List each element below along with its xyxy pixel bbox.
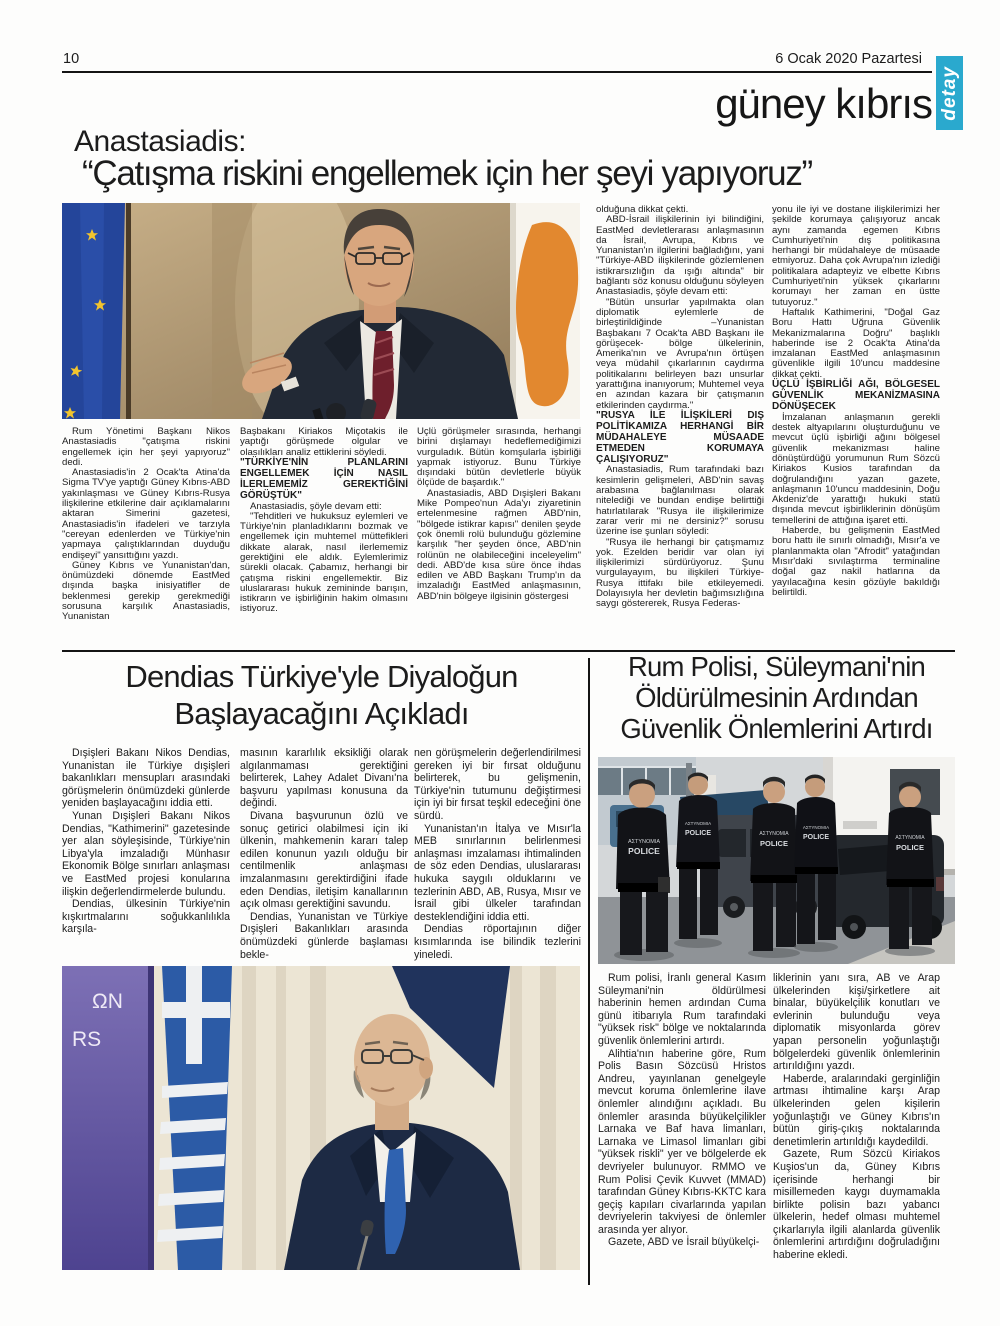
jacket-text: ΑΣΤΥΝΟΜΙΑ bbox=[802, 825, 830, 830]
jacket-text: POLICE bbox=[802, 834, 830, 841]
paragraph: İmzalanan anlaşmanın gerekli destek altyapılarını oluşturduğunu ve mevcut üçlü işbirliği ağını bölgesel güvenlik mekanizması haline dönüştürdüğü yorumunun Rum Sözcü Kiriakos Kusios tarafından da doğrulandığını yazan gazete, anlaşmanın 10'uncu maddesinin, Doğu Akdeniz'de yarattığı hukuki statü dışında mevcut işbirliklerinin dönüşüm temellerini de attığına işaret etti. bbox=[772, 411, 940, 526]
jacket-text: POLICE bbox=[684, 830, 712, 837]
detay-logo bbox=[936, 56, 963, 130]
paragraph: "TÜRKİYE'NİN PLANLARINI ENGELLEMEK İÇİN NASIL İLERLEMEMİZ GEREKTİĞİNİ GÖRÜŞTÜK" bbox=[240, 456, 408, 501]
paragraph: Divana başvurunun özlü ve sonuç getirici olabilmesi için iki ülkenin, mahkemenin kararı talep edilen konunun yazılı olduğu bir centilmenlik anlaşması imzalanmasını gerektirdiğini ifade eden Dendias, iletişim kanallarının açık olması gerektiğini savundu. bbox=[240, 809, 408, 911]
page-number: 10 bbox=[63, 51, 80, 67]
jacket-text: POLICE bbox=[896, 843, 924, 852]
section-title: güney kıbrıs bbox=[715, 80, 932, 127]
jacket-text: ΑΣΤΥΝΟΜΙΑ bbox=[759, 831, 789, 837]
paragraph: Haberde, aralarındaki gerginliğin artması ihtimaline karşı Arap ülkelerinden gelen kişilerin yoğunlaştığı ve Güney Kıbrıs'ın bütün giriş-çıkış noktalarında denetimlerin artırıldığı kaydedildi. bbox=[773, 1072, 940, 1148]
paragraph: Gazete, ABD ve İsrail büyükelçi- bbox=[608, 1236, 760, 1249]
story3-column-2 bbox=[773, 972, 940, 1284]
paragraph: Dendias, ülkesinin Türkiye'nin kışkırtmalarını soğukkanlılıkla karşıla- bbox=[62, 898, 230, 936]
paragraph: Haftalık Kathimerini, "Doğal Gaz Boru Hattı Uğruna Güvenlik Mekanizmalarına Doğru" başlıklı haberinde ise 2 Ocak'ta Atina'da imzalanan EastMed anlaşmasının güvenlikle ilgili 10'uncu maddesine dikkat çekti. bbox=[772, 306, 940, 380]
jacket-text: POLICE bbox=[760, 839, 788, 848]
jacket-text: POLICE bbox=[628, 846, 660, 856]
story3-headline-line3: Güvenlik Önlemlerini Artırdı bbox=[620, 713, 933, 744]
paragraph: nen görüşmelerin değerlendirilmesi gereken iyi bir fırsat olduğunu belirterek, bu gelişmenin, Türkiye'nin tutumunu değiştirmesi için iyi bir fırsat teşkil edeceğini öne sürdü. bbox=[414, 747, 581, 822]
date-line: 6 Ocak 2020 Pazartesi bbox=[775, 51, 922, 67]
story1-kicker: Anastasiadis: bbox=[74, 125, 246, 158]
cyprus-flag bbox=[510, 203, 580, 419]
story1-column-2 bbox=[240, 427, 408, 648]
paragraph: "RUSYA İLE İLİŞKİLERİ DIŞ POLİTİKAMIZA HERHANGİ BİR MÜDAHALEYE MÜSAADE ETMEDEN KORUMAYA ÇALIŞIYORUZ" bbox=[596, 409, 764, 465]
photo-dendias-illustration bbox=[62, 966, 580, 1270]
story2-headline-line1: Dendias Türkiye'yle Diyaloğun bbox=[125, 659, 518, 694]
story3-headline bbox=[598, 651, 955, 744]
story2-column-1 bbox=[62, 747, 230, 963]
paragraph: yonu ile iyi ve dostane ilişkilerimizi her şekilde korumaya çalışıyoruz ancak aynı zamanda egemen Kıbrıs Cumhuriyeti'nin dış politikasına herhangi bir müdahaleye de müsaade etmiyoruz. Daha çok Avrupa'nın izlediği politikalara adapteyiz ve elbette Kıbrıs Cumhuriyeti'nin yüksek çıkarlarını korumayı her zaman en üstte tutuyoruz." bbox=[772, 205, 940, 308]
story1-headline: “Çatışma riskini engellemek için her şeyi yapıyoruz” bbox=[82, 154, 812, 193]
story2-column-2 bbox=[240, 747, 408, 963]
story3-headline-line2: Öldürülmesinin Ardından bbox=[635, 682, 918, 713]
story3-column-1 bbox=[598, 972, 766, 1284]
photo-anastasiadis-illustration bbox=[62, 203, 580, 419]
detay-logo-text: detay bbox=[938, 65, 960, 121]
paragraph: ÜÇLÜ İŞBİRLİĞİ AĞI, BÖLGESEL GÜVENLİK MEKANİZMASINA DÖNÜŞECEK bbox=[772, 379, 940, 412]
story1-column-5 bbox=[772, 205, 940, 648]
purple-banner bbox=[62, 966, 154, 1270]
story1-column-3 bbox=[417, 427, 581, 648]
paragraph: Dendias röportajının diğer kısımlarında ise bilindik tezlerini yineledi. bbox=[414, 923, 581, 961]
paragraph: Anastasiadis'in 2 Ocak'ta Atina'da Sigma TV'ye yaptığı Güney Kıbrıs-ABD yakınlaşması ve Güney Kıbrıs-Rusya ilişkilerine etkilerine dair açıklamalarını aktaran Simerini gazetesi, Anastasiadis'in ifadeleri ve tarzıyla "cereyan edenlerden ve Türkiye'nin yapmaya çalıştıklarından duyduğu endişeyi" yansıttığını yazdı. bbox=[62, 467, 230, 561]
paragraph: liklerinin yanı sıra, AB ve Arap ülkelerinden kişi/şirketlere ait binalar, büyükelçilik konutları ve evlerinin bulunduğu veya diplomatik misyonlarda görev yapan personelin yoğunlaştığı bölgelerdeki güvenlik önlemlerinin artırıldığını yazdı. bbox=[773, 972, 940, 1073]
paragraph: masının kararlılık eksikliği olarak algılanmaması gerektiğini belirterek, Lahey Adalet Divanı'na başvuru yapılması konusuna da değindi. bbox=[240, 747, 408, 810]
paragraph: Üçlü görüşmeler sırasında, herhangi birini dışlamayı hedeflemediğimizi vurguladık. Bütün komşularla işbirliği yapmak istiyoruz. Bunu Türkiye dışındaki bütün devletlerle büyük ölçüde de başardık." bbox=[417, 427, 581, 489]
story2-headline-line2: Başlayacağını Açıkladı bbox=[174, 696, 469, 731]
story2-headline bbox=[62, 658, 581, 732]
paragraph: Güney Kıbrıs ve Yunanistan'dan, önümüzdeki dönemde EastMed dışında başka inisiyatifler de beklenmesi gerekip gerekmediği sorusuna karşılık Anastasiadis, Yunanistan bbox=[62, 559, 230, 623]
paragraph: Alihtia'nın haberine göre, Rum Polis Basın Sözcüsü Hristos Andreu, yayınlanan genelgeyle mevcut koruma önlemlerine ilave önlemler alındığını açıkladı. Bu önlemler arasında büyükelçilikler Larnaka ve Baf hava limanları, Larnaka ve Limasol limanları gibi "yüksek riskli" yer ve bölgelerde ek devriyeler bulunuyor. RMMO ve Rum Polisi Çevik Kuvvet (MMAD) tarafından Güney Kıbrıs-KKTC kara geçiş kapıları civarlarında yapılan devriyelerin takviyesi de önlemler arasında yer alıyor. bbox=[598, 1047, 766, 1236]
eu-flag bbox=[62, 203, 131, 419]
paragraph: "Tehditleri ve hukuksuz eylemleri ve Türkiye'nin planladıklarını bozmak ve engellemek için muhtemel müttefikleri dikkate alarak, nasıl ilerlememiz gerektiğini ele aldık. Eylemlerimiz sürekli olacak. Çabamız, herhangi bir çatışma riskini engellemektir. Biz uluslararası hukuk zemininde barışın, istikrarın ve işbirliğinin hakim olmasını istiyoruz. bbox=[240, 510, 408, 615]
paragraph: Dışişleri Bakanı Nikos Dendias, Yunanistan ile Türkiye dışişleri bakanlıkları mensupları arasındaki görüşmelerin önümüzdeki günlerde yeniden başlayacağını iddia etti. bbox=[62, 747, 230, 810]
photo-police-illustration bbox=[598, 757, 955, 964]
banner-text-bottom: RS bbox=[72, 1028, 102, 1051]
photo-dendias bbox=[62, 966, 580, 1270]
paragraph: Anastasiadis, Rum tarafındaki bazı kesimlerin gelişmeleri, ABD'nin savaş arabasına bağlanılması olarak nitelediği ve bundan endişe belirttiği hatırlatılarak "Rusya ile ilişkilerimize zarar verir mi ne dersiniz?" sorusu üzerine ise şunları söyledi: bbox=[596, 464, 764, 538]
paragraph: "Rusya ile herhangi bir çatışmamız yok. Ezelden beridir var olan iyi ilişkilerimizi sürdürüyoruz. Şunu vurgulayayım, bu ilişkileri Türkiye-Rusya ittifakı bile etkileyemedi. Dolayısıyla her devletin bağımsızlığına saygı göstererek, Rusya Federas- bbox=[596, 536, 764, 610]
paragraph: Rum Yönetimi Başkanı Nikos Anastasiadis "çatışma riskini engellemek için her şeyi yapıyoruz" dedi. bbox=[62, 427, 230, 468]
paragraph: Başbakanı Kiriakos Miçotakis ile yaptığı görüşmede olgular ve olasılıkları analiz ettiklerini söyledi. bbox=[240, 427, 408, 458]
photo-police-patrol bbox=[598, 757, 955, 964]
story-divider-rule bbox=[588, 658, 590, 1285]
header-rule bbox=[62, 71, 932, 73]
paragraph: Anastasiadis, ABD Dışişleri Bakanı Mike Pompeo'nun Ada'yı ziyaretinin ertelenmesine rağmen ABD'nin, "bölgede istikrar kapısı" denilen şeyde çok önemli rolü bulunduğu gözlemine karşılık "her şeyden önce, ABD'nin rolünün ne olabileceğini inceleyelim" dedi. ABD'de kısa süre önce ihdas edilen ve ABD Başkanı Trump'ın da imzaladığı EastMed anlaşmasının, ABD'nin bölgeye ilgisinin göstergesi bbox=[417, 487, 581, 602]
paragraph: Yunan Dışişleri Bakanı Nikos Dendias, "Kathimerini" gazetesinde yer alan söyleşisinde, Türkiye'nin Libya'yla imzaladığı Münhasır Ekonomik Bölge sınırları anlaşması ve EastMed projesi konularına ilişkin değerlendirmelerde bulundu. bbox=[62, 809, 230, 898]
paragraph: Dendias, Yunanistan ve Türkiye Dışişleri Bakanlıkları arasında önümüzdeki günlerde başlaması bekle- bbox=[240, 910, 408, 961]
story1-column-4 bbox=[596, 205, 764, 648]
paragraph: ABD-İsrail ilişkilerinin iyi bilindiğini, EastMed devletlerarası anlaşmasının da İsrail, Avrupa, Kıbrıs ve Yunanistan'ın ilgilerini bağladığını, yani "Türkiye-ABD ilişkilerinde gözlemlenen istikrarsızlığın da ışığı altında" bir bağlantı söz konusu olduğunu söyleyen Anastasiadis, şöyle devam etti: bbox=[596, 214, 764, 298]
paragraph: olduğuna dikkat çekti. bbox=[596, 205, 689, 215]
paragraph: Anastasiadis, şöyle devam etti: bbox=[250, 500, 382, 512]
jacket-text: ΑΣΤΥΝΟΜΙΑ bbox=[684, 821, 712, 826]
paragraph: Yunanistan'ın İtalya ve Mısır'la MEB sınırlarının belirlenmesi anlaşması imzalaması ihtimalinden de söz eden Dendias, uluslararası hukuka saygılı olduklarını ve tezlerinin ABD, AB, Rusya, Mısır ve İsrail gibi ülkeler tarafından desteklendiğini iddia etti. bbox=[414, 822, 581, 923]
story2-column-3 bbox=[414, 747, 581, 963]
paragraph: Haberde, bu gelişmenin EastMed boru hattı ile sınırlı olmadığı, Mısır'a ve planlanmakta olan "Afrodit" yatağından Mısır'daki sıvılaştırma terminaline doğal gaz nakil hatlarına da yayılacağına kesin gözüyle bakıldığı belirtildi. bbox=[772, 525, 940, 598]
jacket-text: ΑΣΤΥΝΟΜΙΑ bbox=[627, 839, 661, 845]
paragraph: "Bütün unsurlar yapılmakta olan diplomatik eylemlerle de birleştirildiğinde –Yunanistan Başbakanı 7 Ocak'ta ABD Başkanı ile görüşecek- bölge ülkelerinin, Amerika'nın ve Avrupa'nın örtüşen veya müdahil çıkarlarının caydırma politikalarını belirleyen bazı unsurlar yarattığına inanıyorum; Muhtemel veya en azından kazara bir çatışmanın etkilerinden caydırma." bbox=[596, 296, 764, 411]
photo-anastasiadis bbox=[62, 203, 580, 419]
banner-text-top: ΩΝ bbox=[92, 990, 123, 1013]
paragraph: Rum polisi, İranlı general Kasım Süleymani'nin öldürülmesi haberinin hemen ardından Cuma günü itibarıyla Rum tarafındaki "yüksek risk" bölge ve noktalarında güvenlik önlemlerini artırdı. bbox=[598, 972, 766, 1047]
jacket-text: ΑΣΤΥΝΟΜΙΑ bbox=[895, 835, 925, 841]
story3-headline-line1: Rum Polisi, Süleymani'nin bbox=[627, 651, 926, 682]
story1-column-1 bbox=[62, 427, 230, 648]
paragraph: Gazete, Rum Sözcü Kiriakos Kuşios'un da, Güney Kıbrıs içerisinde herhangi bir misillemeden kaygı duymamakla birlikte polisin bazı yabancı ülkelerin, hedef olması muhtemel çıkarlarıyla ilgili alanlarda güvenlik önlemlerini artırdığını doğruladığını haberine ekledi. bbox=[773, 1148, 940, 1262]
